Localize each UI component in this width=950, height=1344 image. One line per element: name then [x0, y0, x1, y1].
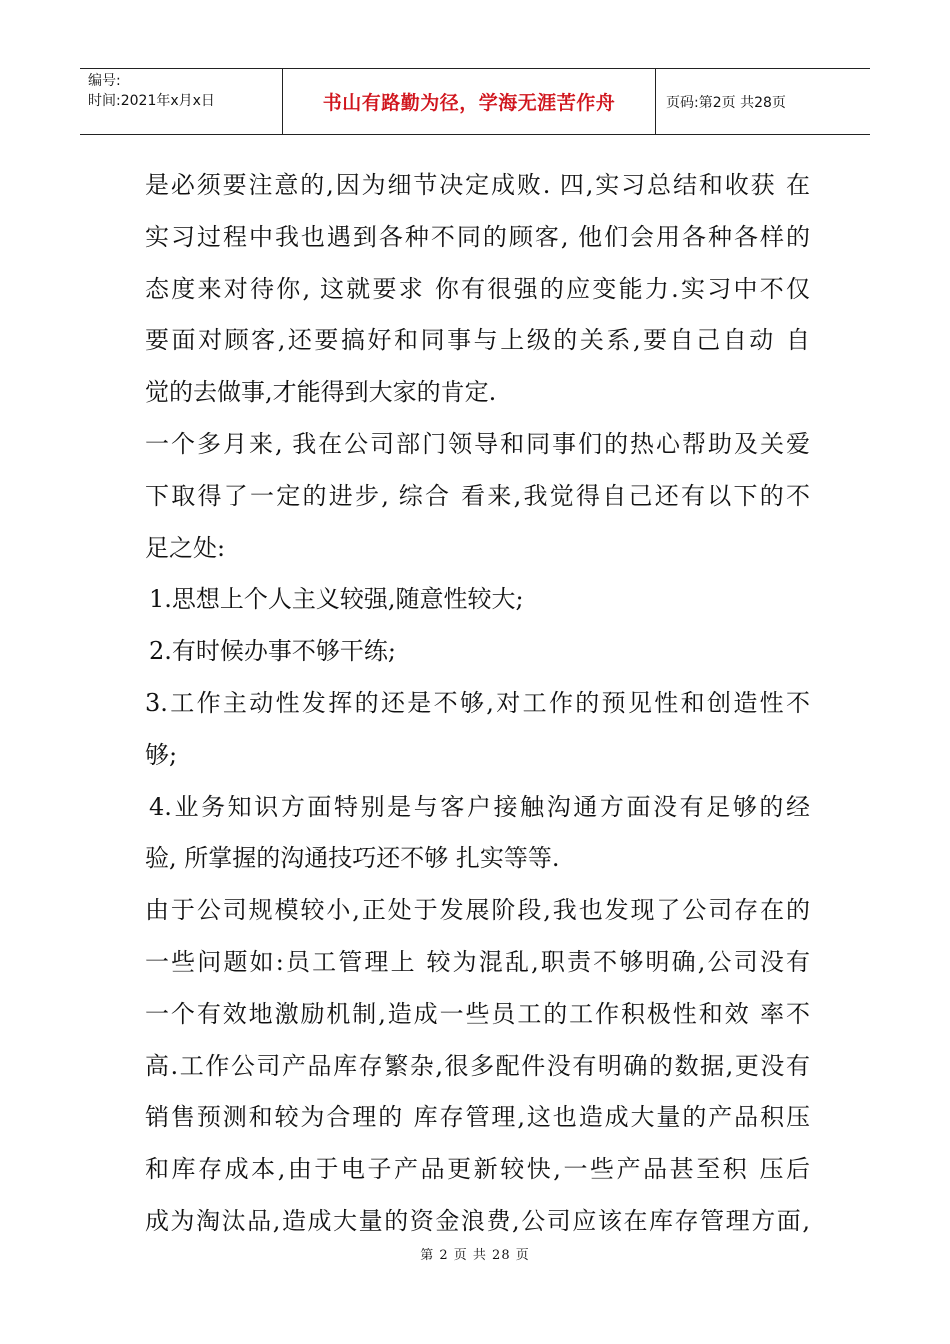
list-item: 2.有时候办事不够干练;	[149, 637, 396, 666]
header-page-cell	[656, 69, 870, 134]
body-line: 下取得了一定的进步, 综合 看来,我觉得自己还有以下的不	[145, 481, 810, 510]
header-meta	[80, 69, 282, 134]
body-line: 高.工作公司产品库存繁杂,很多配件没有明确的数据,更没有	[145, 1051, 810, 1080]
body-line: 一个有效地激励机制,造成一些员工的工作积极性和效 率不	[145, 999, 810, 1028]
body-line: 觉的去做事,才能得到大家的肯定.	[145, 378, 497, 407]
page-info: 页码:第2页 共28页	[666, 94, 786, 111]
motto: 书山有路勤为径，学海无涯苦作舟	[322, 92, 616, 114]
header-motto-cell	[282, 69, 656, 134]
body-line: 是必须要注意的,因为细节决定成败. 四,实习总结和收获 在	[145, 171, 810, 199]
doc-number-label: 编号:	[88, 73, 121, 89]
body-text	[145, 160, 810, 1248]
body-line: 实习过程中我也遇到各种不同的顾客, 他们会用各种各样的	[145, 222, 810, 251]
body-line: 验, 所掌握的沟通技巧还不够 扎实等等.	[145, 844, 560, 873]
body-line: 态度来对待你, 这就要求 你有很强的应变能力.实习中不仅	[145, 274, 810, 303]
body-line: 够;	[145, 740, 178, 769]
list-item: 1.思想上个人主义较强,随意性较大;	[149, 585, 524, 614]
body-line: 和库存成本,由于电子产品更新较快,一些产品甚至积 压后	[145, 1155, 810, 1184]
body-line: 销售预测和较为合理的 库存管理,这也造成大量的产品积压	[145, 1103, 810, 1132]
list-item: 3.工作主动性发挥的还是不够,对工作的预见性和创造性不	[145, 688, 810, 717]
page-footer: 第 2 页 共 28 页	[420, 1248, 530, 1263]
body-line: 足之处:	[145, 533, 226, 562]
body-line: 一个多月来, 我在公司部门领导和同事们的热心帮助及关爱	[145, 429, 810, 458]
document-header	[80, 68, 870, 135]
body-line: 由于公司规模较小,正处于发展阶段,我也发现了公司存在的	[145, 896, 810, 925]
body-line: 成为淘汰品,造成大量的资金浪费,公司应该在库存管理方面,	[145, 1206, 810, 1235]
time-text: 时间:2021年x月x日	[88, 93, 215, 109]
body-line: 要面对顾客,还要搞好和同事与上级的关系,要自己自动 自	[145, 326, 810, 355]
body-line: 一些问题如:员工管理上 较为混乱,职责不够明确,公司没有	[145, 947, 810, 976]
list-item: 4.业务知识方面特别是与客户接触沟通方面没有足够的经	[149, 792, 810, 821]
